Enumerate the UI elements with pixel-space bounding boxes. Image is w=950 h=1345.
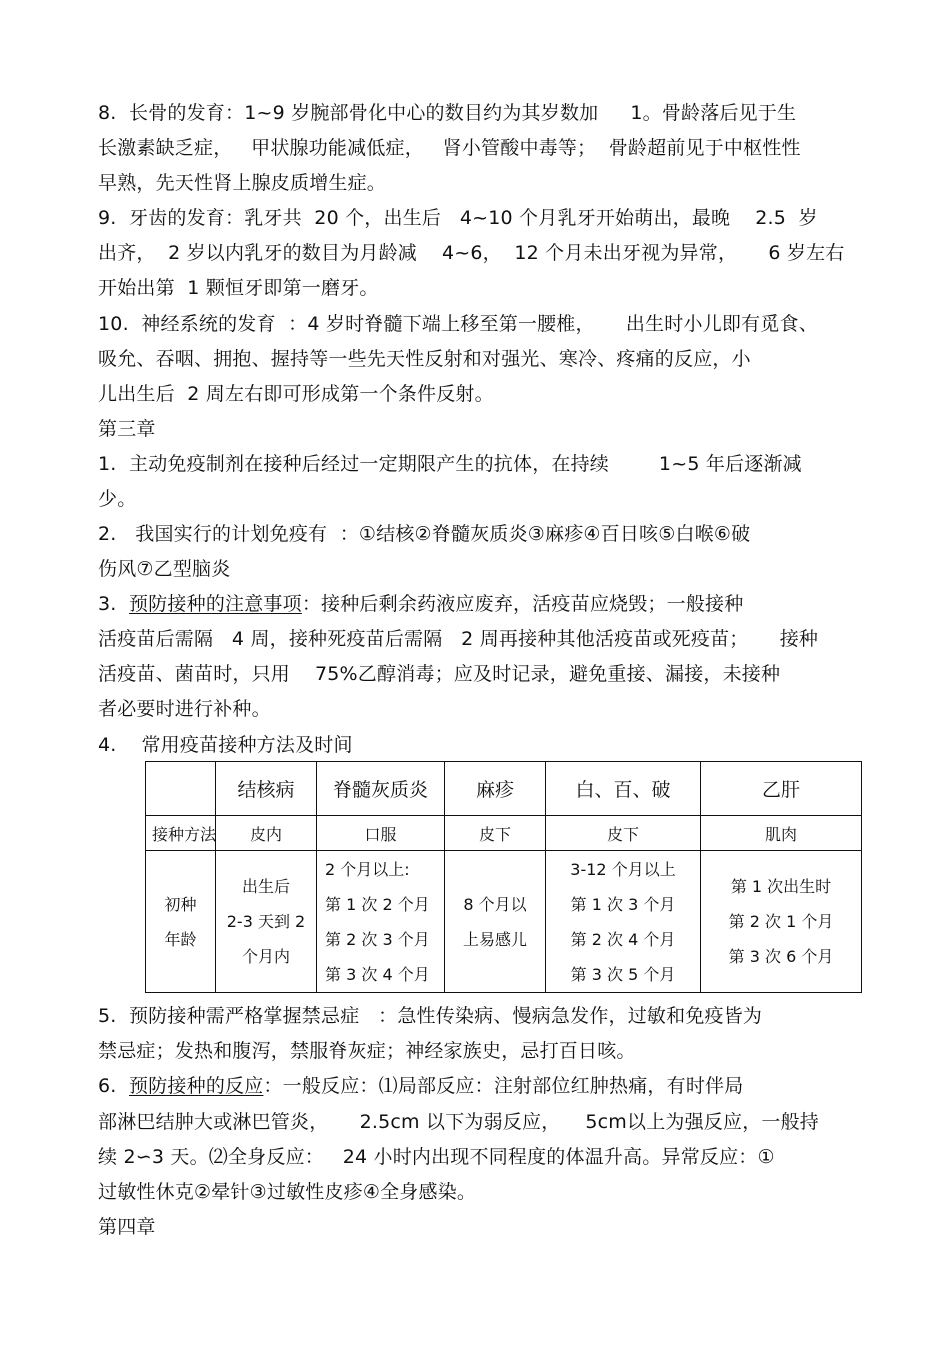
header-cell-polio: 脊髓灰质炎 — [317, 762, 445, 816]
item8-line3: 早熟，先天性肾上腺皮质增生症。 — [98, 172, 387, 194]
ch3-item2-line1: 2. 我国实行的计划免疫有 ：①结核②脊髓灰质炎③麻疹④百日咳⑤白喉⑥破 — [98, 523, 751, 545]
table-header-row — [146, 762, 862, 816]
method-cell: 肌肉 — [701, 816, 862, 851]
item8-line1-text: 8. 长骨的发育：1~9 岁腕部骨化中心的数目约为其岁数加 — [98, 102, 599, 124]
age-line: 第 2 次 3 个月 — [325, 929, 430, 949]
age-line: 出生后 — [241, 877, 290, 896]
method-cell: 皮下 — [445, 816, 546, 851]
ch3-item6-line1 — [98, 1074, 743, 1098]
age-line: 2-3 天到 2 — [226, 912, 306, 931]
item9-line1: 9. 牙齿的发育：乳牙共 20 个，出生后 4~10 个月乳牙开始萌出，最晚 2.5 岁 — [98, 207, 818, 229]
age-line: 个月内 — [241, 947, 290, 966]
ch3-item5-line2: 禁忌症；发热和腹泻，禁服脊灰症；神经家族史，忌打百日咳。 — [98, 1040, 636, 1062]
age-cell-hepatitis-b — [701, 851, 862, 993]
age-line: 第 3 次 6 个月 — [728, 947, 834, 966]
item10-line3: 儿出生后 2 周左右即可形成第一个条件反射。 — [98, 383, 494, 405]
header-cell-measles: 麻疹 — [445, 762, 546, 816]
age-line: 第 3 次 4 个月 — [325, 964, 430, 984]
ch3-item3-line3: 活疫苗、菌苗时，只用 75%乙醇消毒；应及时记录，避免重接、漏接，未接种 — [98, 663, 781, 685]
header-cell-tuberculosis: 结核病 — [216, 762, 317, 816]
age-line: 第 1 次出生时 — [730, 877, 832, 896]
item8-line2: 长激素缺乏症， 甲状腺功能减低症， 肾小管酸中毒等； 骨龄超前见于中枢性性 — [98, 137, 801, 159]
chapter3-title: 第三章 — [98, 418, 156, 440]
age-line: 第 2 次 1 个月 — [728, 912, 834, 931]
ch3-item6-line1-rest: ：一般反应：⑴局部反应：注射部位红肿热痛，有时伴局 — [263, 1075, 744, 1097]
item9-line2: 出齐， 2 岁以内乳牙的数目为月龄减 4~6， 12 个月未出牙视为异常， 6 岁左右 — [98, 242, 845, 264]
ch3-item6-line3: 续 2∽3 天。⑵全身反应： 24 小时内出现不同程度的体温升高。异常反应：① — [98, 1146, 775, 1168]
ch3-item1-line1: 1. 主动免疫制剂在接种后经过一定期限产生的抗体，在持续 1~5 年后逐渐减 — [98, 453, 802, 475]
age-cell-dpt — [546, 851, 701, 993]
ch3-item3-line1 — [98, 592, 743, 616]
age-line: 上易感儿 — [462, 929, 527, 949]
item9-line3: 开始出第 1 颗恒牙即第一磨牙。 — [98, 277, 379, 299]
item8-line1-tail: 1。骨龄落后见于生 — [630, 102, 797, 124]
item10-line2: 吸允、吞咽、拥抱、握持等一些先天性反射和对强光、寒冷、疼痛的反应，小 — [98, 348, 751, 370]
table-row-age — [146, 851, 862, 993]
ch3-item5-line1: 5. 预防接种需严格掌握禁忌症 ：急性传染病、慢病急发作，过敏和免疫皆为 — [98, 1005, 763, 1027]
age-line: 第 1 次 2 个月 — [325, 894, 430, 914]
method-cell: 皮下 — [546, 816, 701, 851]
ch3-item2-line2: 伤风⑦乙型脑炎 — [98, 558, 231, 580]
header-cell-hepatitis-b: 乙肝 — [701, 762, 862, 816]
ch3-item6-line2: 部淋巴结肿大或淋巴管炎， 2.5cm 以下为弱反应， 5cm以上为强反应，一般持 — [98, 1111, 820, 1133]
age-label-cell — [146, 851, 216, 993]
age-line: 2 个月以上: — [325, 859, 410, 879]
age-line: 3-12 个月以上 — [570, 859, 676, 879]
age-cell-tuberculosis — [216, 851, 317, 993]
ch3-item6-number: 6. — [98, 1075, 130, 1097]
header-cell-dpt: 白、百、破 — [546, 762, 701, 816]
ch3-item3-line1-rest: ：接种后剩余药液应废弃，活疫苗应烧毁；一般接种 — [301, 593, 744, 615]
method-cell: 皮内 — [216, 816, 317, 851]
ch3-item4-line1: 4. 常用疫苗接种方法及时间 — [98, 734, 353, 756]
item8-line1 — [98, 101, 796, 125]
ch3-item3-heading: 预防接种的注意事项 — [129, 593, 302, 615]
age-cell-measles — [445, 851, 546, 993]
ch3-item3-line2: 活疫苗后需隔 4 周，接种死疫苗后需隔 2 周再接种其他活疫苗或死疫苗； 接种 — [98, 628, 819, 650]
age-label-line: 初种 — [164, 894, 197, 914]
age-line: 第 1 次 3 个月 — [570, 894, 676, 914]
ch3-item3-line4: 者必要时进行补种。 — [98, 698, 271, 720]
age-line: 第 2 次 4 个月 — [570, 929, 676, 949]
table-row-method — [146, 816, 862, 851]
method-label-cell: 接种方法 — [146, 816, 216, 851]
age-line: 第 3 次 5 个月 — [570, 964, 676, 984]
chapter4-title: 第四章 — [98, 1216, 156, 1238]
age-cell-polio — [317, 851, 445, 993]
vaccine-schedule-table — [145, 761, 862, 993]
age-line: 8 个月以 — [463, 894, 527, 914]
ch3-item3-number: 3. — [98, 593, 130, 615]
ch3-item6-heading: 预防接种的反应 — [129, 1075, 264, 1097]
age-label-line: 年龄 — [164, 929, 197, 949]
item10-line1: 10. 神经系统的发育 ：4 岁时脊髓下端上移至第一腰椎， 出生时小儿即有觅食、 — [98, 313, 818, 335]
ch3-item1-line2: 少。 — [98, 488, 137, 510]
ch3-item6-line4: 过敏性休克②晕针③过敏性皮疹④全身感染。 — [98, 1181, 477, 1203]
header-cell-empty — [146, 762, 216, 816]
method-cell: 口服 — [317, 816, 445, 851]
